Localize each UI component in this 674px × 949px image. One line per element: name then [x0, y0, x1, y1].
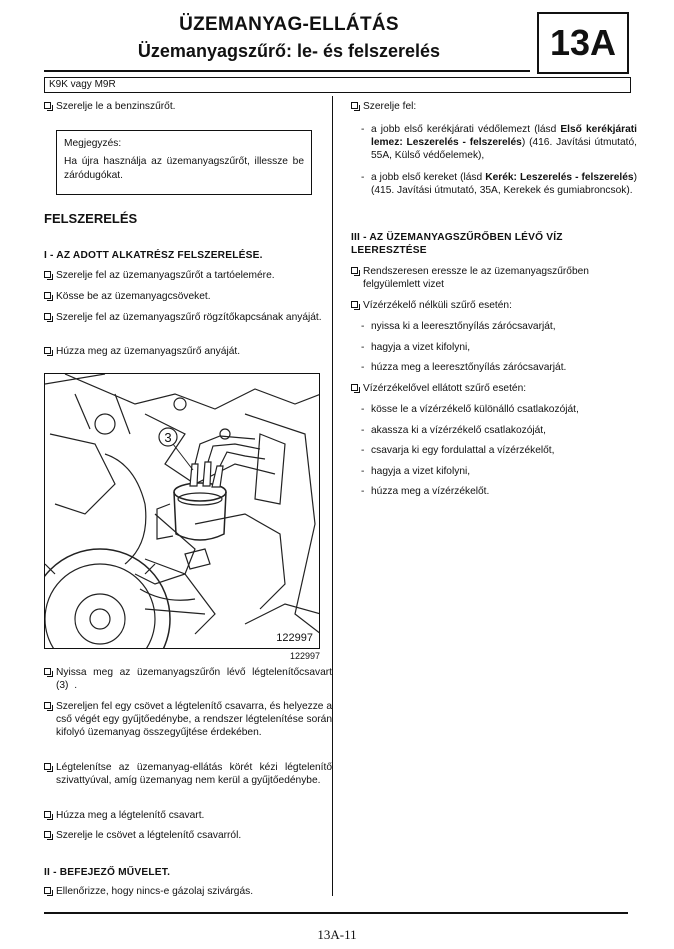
list-item: Ellenőrizze, hogy nincs-e gázolaj szivárgás. — [44, 885, 332, 898]
checkbox-bullet-icon — [44, 102, 51, 109]
footer-rule — [44, 912, 628, 914]
list-item: Szereljen fel egy csövet a légtelenítő csavarra, és helyezze a cső végét egy gyűjtőedénybe, a rendszer légtelenítése során kifolyó üzemanyag összegyűjtése érdekében. — [44, 700, 332, 739]
page-number: 13A-11 — [317, 927, 357, 942]
step-item: - húzza meg a vízérzékelőt. — [361, 485, 637, 498]
list-item: Rendszeresen eressze le az üzemanyagszűrőben felgyülemlett vizet — [351, 265, 641, 291]
checkbox-bullet-icon — [44, 831, 51, 838]
list-item: Húzza meg a légtelenítő csavart. — [44, 809, 332, 822]
checkbox-bullet-icon — [351, 384, 358, 391]
list-item: Húzza meg az üzemanyagszűrő anyáját. — [44, 345, 332, 358]
checkbox-bullet-icon — [44, 313, 51, 320]
step-item: - csavarja ki egy fordulattal a vízérzékelőt, — [361, 444, 637, 457]
header-rule — [44, 70, 530, 72]
step2-title: II - BEFEJEZŐ MŰVELET. — [44, 867, 171, 878]
list-item: Szerelje fel az üzemanyagszűrőt a tartóelemére. — [44, 269, 332, 282]
step-item: - akassza ki a vízérzékelő csatlakozóját, — [361, 424, 637, 437]
step-item: - hagyja a vizet kifolyni, — [361, 341, 637, 354]
checkbox-bullet-icon — [44, 668, 51, 675]
checkbox-bullet-icon — [44, 292, 51, 299]
step3-title: III - AZ ÜZEMANYAGSZŰRŐBEN LÉVŐ VÍZ LEERESZTÉSE — [351, 232, 563, 256]
checkbox-bullet-icon — [44, 763, 51, 770]
page-subtitle: Üzemanyagszűrő: le- és felszerelés — [137, 41, 441, 61]
checkbox-bullet-icon — [351, 267, 358, 274]
checkbox-bullet-icon — [44, 887, 51, 894]
list-item: Kösse be az üzemanyagcsöveket. — [44, 290, 332, 303]
page-title: ÜZEMANYAG-ELLÁTÁS — [179, 14, 399, 35]
list-item: Szerelje le a benzinszűrőt. — [44, 100, 332, 113]
section-title: FELSZERELÉS — [44, 211, 138, 226]
section-code-box: 13A — [537, 12, 629, 74]
list-item: Légtelenítse az üzemanyag-ellátás körét kézi légtelenítő szivattyúval, amíg üzemanyag nem kerül a gyűjtőedénybe. — [44, 761, 332, 787]
note-box — [56, 130, 312, 195]
refit-wheel-arch: - a jobb első kerékjárati védőlemezt (lásd Első kerékjárati lemez: Leszerelés - felszerelés) (416. Javítási útmutató, 55A, Külső védőelemek), — [361, 123, 637, 162]
engine-label: K9K vagy M9R — [44, 77, 631, 93]
checkbox-bullet-icon — [44, 702, 51, 709]
engine-bay-illustration — [44, 373, 320, 649]
step-item: - hagyja a vizet kifolyni, — [361, 465, 637, 478]
column-divider — [332, 96, 333, 896]
step1-title: I - AZ ADOTT ALKATRÉSZ FELSZERELÉSE. — [44, 250, 263, 261]
list-item: Szerelje fel az üzemanyagszűrő rögzítőkapcsának anyáját. — [44, 311, 332, 324]
list-item: Szerelje le csövet a légtelenítő csavarról. — [44, 829, 332, 842]
step-item: - húzza meg a leeresztőnyílás zárócsavarját. — [361, 361, 637, 374]
figure-number: 122997 — [276, 632, 313, 644]
checkbox-bullet-icon — [44, 811, 51, 818]
figure-caption: 122997 — [290, 651, 321, 661]
list-item: Vízérzékelő nélküli szűrő esetén: — [351, 299, 641, 312]
checkbox-bullet-icon — [44, 271, 51, 278]
checkbox-bullet-icon — [44, 347, 51, 354]
step-item: - nyissa ki a leeresztőnyílás zárócsavarját, — [361, 320, 637, 333]
step-item: - kösse le a vízérzékelő különálló csatlakozóját, — [361, 403, 637, 416]
callout-label: 3 — [164, 430, 172, 445]
list-item: Vízérzékelővel ellátott szűrő esetén: — [351, 382, 641, 395]
checkbox-bullet-icon — [351, 301, 358, 308]
checkbox-bullet-icon — [351, 102, 358, 109]
list-item: Nyissa meg az üzemanyagszűrőn lévő légtelenítőcsavart (3) . — [44, 666, 332, 692]
filter-drawing — [45, 374, 320, 649]
refit-wheel: - a jobb első kereket (lásd Kerék: Leszerelés - felszerelés) (415. Javítási útmutató, 35A, Kerekek és gumiabroncsok). — [361, 171, 637, 197]
note-title: Megjegyzés: — [64, 138, 122, 149]
note-text: Ha újra használja az üzemanyagszűrőt, illessze be záródugókat. — [64, 156, 304, 181]
list-item: Szerelje fel: — [351, 100, 641, 113]
